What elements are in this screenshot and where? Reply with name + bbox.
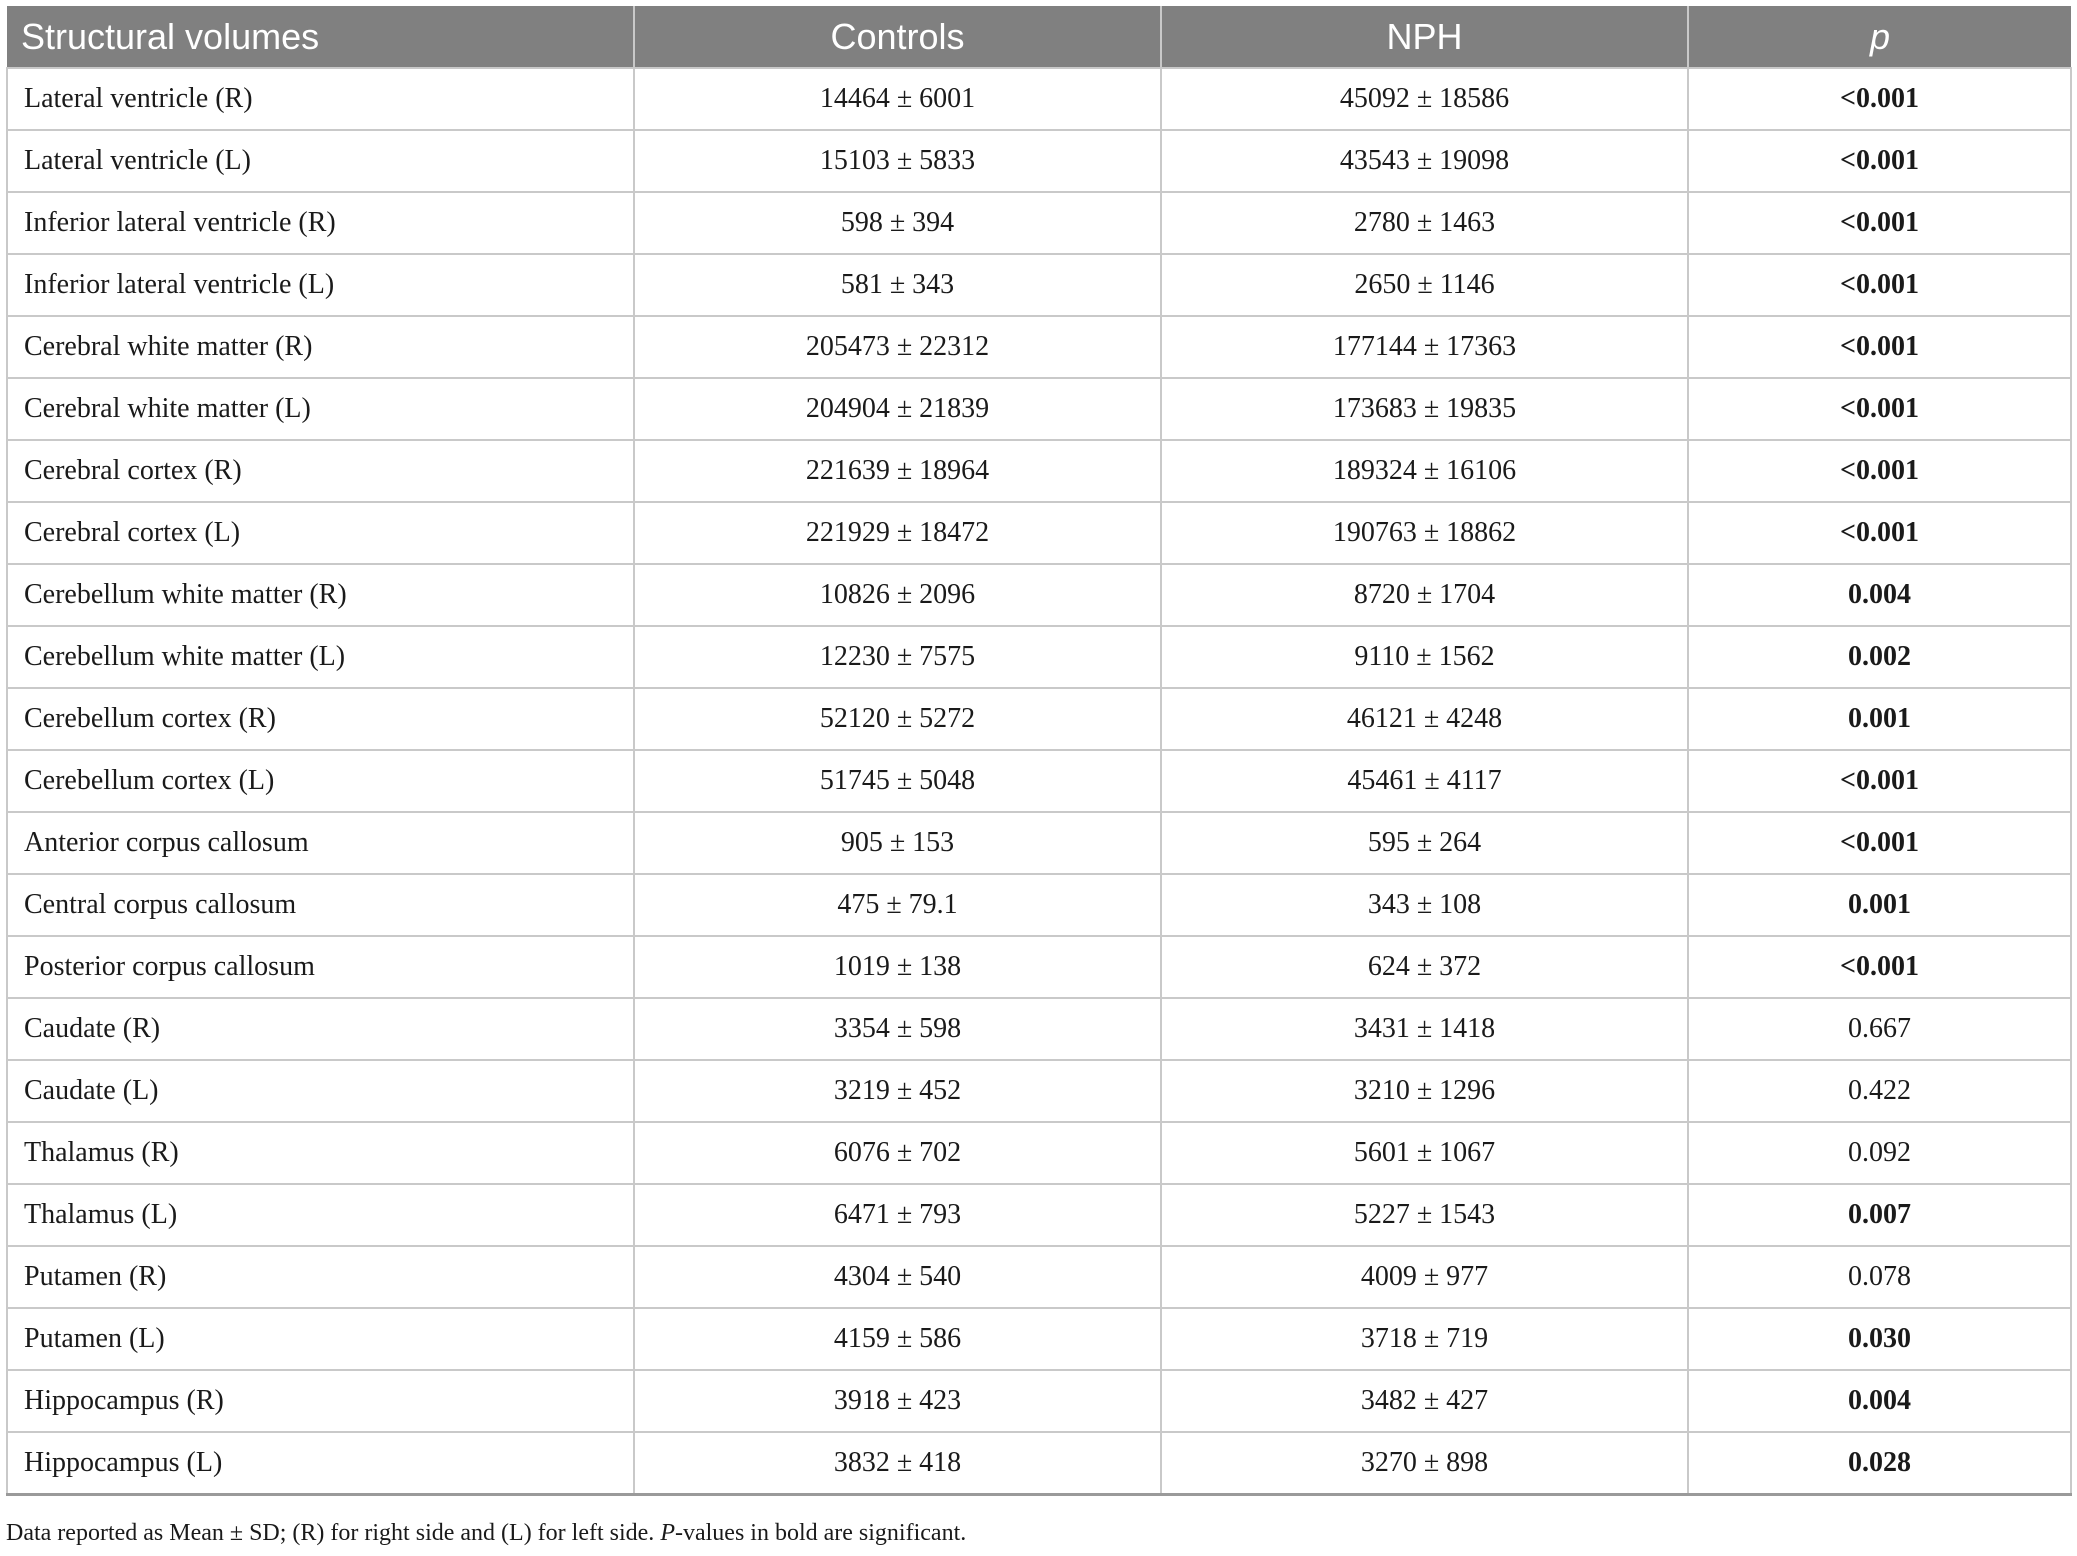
table-row [7, 378, 2071, 440]
table-row [7, 1308, 2071, 1370]
structure-name-cell: Hippocampus (L) [7, 1432, 634, 1495]
nph-value-cell: 3210 ± 1296 [1161, 1060, 1688, 1122]
structure-name-cell: Caudate (L) [7, 1060, 634, 1122]
header-controls: Controls [634, 6, 1161, 68]
table-row [7, 316, 2071, 378]
table-row [7, 68, 2071, 130]
p-value-cell: <0.001 [1688, 68, 2071, 130]
nph-value-cell: 595 ± 264 [1161, 812, 1688, 874]
p-value-cell: 0.422 [1688, 1060, 2071, 1122]
nph-value-cell: 4009 ± 977 [1161, 1246, 1688, 1308]
structure-name-cell: Cerebellum white matter (R) [7, 564, 634, 626]
nph-value-cell: 46121 ± 4248 [1161, 688, 1688, 750]
table-container [6, 6, 2070, 1496]
table-row [7, 626, 2071, 688]
p-value-cell: <0.001 [1688, 378, 2071, 440]
nph-value-cell: 624 ± 372 [1161, 936, 1688, 998]
structure-name-cell: Inferior lateral ventricle (R) [7, 192, 634, 254]
nph-value-cell: 5227 ± 1543 [1161, 1184, 1688, 1246]
structure-name-cell: Putamen (L) [7, 1308, 634, 1370]
nph-value-cell: 3431 ± 1418 [1161, 998, 1688, 1060]
controls-value-cell: 205473 ± 22312 [634, 316, 1161, 378]
table-row [7, 1370, 2071, 1432]
controls-value-cell: 52120 ± 5272 [634, 688, 1161, 750]
nph-value-cell: 177144 ± 17363 [1161, 316, 1688, 378]
table-row [7, 1246, 2071, 1308]
controls-value-cell: 3832 ± 418 [634, 1432, 1161, 1495]
controls-value-cell: 15103 ± 5833 [634, 130, 1161, 192]
nph-value-cell: 189324 ± 16106 [1161, 440, 1688, 502]
p-value-cell: <0.001 [1688, 502, 2071, 564]
nph-value-cell: 5601 ± 1067 [1161, 1122, 1688, 1184]
structure-name-cell: Central corpus callosum [7, 874, 634, 936]
table-row [7, 130, 2071, 192]
table-row [7, 812, 2071, 874]
structure-name-cell: Thalamus (L) [7, 1184, 634, 1246]
nph-value-cell: 3718 ± 719 [1161, 1308, 1688, 1370]
controls-value-cell: 475 ± 79.1 [634, 874, 1161, 936]
controls-value-cell: 598 ± 394 [634, 192, 1161, 254]
footnote-text-1: Data reported as Mean ± SD; (R) for right side and (L) for left side. [6, 1520, 661, 1546]
p-value-cell: <0.001 [1688, 130, 2071, 192]
nph-value-cell: 3270 ± 898 [1161, 1432, 1688, 1495]
p-value-cell: 0.028 [1688, 1432, 2071, 1495]
controls-value-cell: 51745 ± 5048 [634, 750, 1161, 812]
table-row [7, 688, 2071, 750]
table-row [7, 564, 2071, 626]
nph-value-cell: 3482 ± 427 [1161, 1370, 1688, 1432]
controls-value-cell: 905 ± 153 [634, 812, 1161, 874]
nph-value-cell: 190763 ± 18862 [1161, 502, 1688, 564]
table-row [7, 1432, 2071, 1495]
structure-name-cell: Posterior corpus callosum [7, 936, 634, 998]
controls-value-cell: 4159 ± 586 [634, 1308, 1161, 1370]
controls-value-cell: 12230 ± 7575 [634, 626, 1161, 688]
footnote-italic-p: P [660, 1520, 675, 1546]
header-nph: NPH [1161, 6, 1688, 68]
structure-name-cell: Cerebral cortex (R) [7, 440, 634, 502]
controls-value-cell: 4304 ± 540 [634, 1246, 1161, 1308]
p-value-cell: <0.001 [1688, 192, 2071, 254]
table-body [7, 68, 2071, 1495]
table-row [7, 440, 2071, 502]
nph-value-cell: 43543 ± 19098 [1161, 130, 1688, 192]
structure-name-cell: Inferior lateral ventricle (L) [7, 254, 634, 316]
controls-value-cell: 6076 ± 702 [634, 1122, 1161, 1184]
p-value-cell: 0.667 [1688, 998, 2071, 1060]
p-value-cell: 0.001 [1688, 688, 2071, 750]
table-row [7, 936, 2071, 998]
controls-value-cell: 204904 ± 21839 [634, 378, 1161, 440]
structure-name-cell: Cerebral cortex (L) [7, 502, 634, 564]
p-value-cell: <0.001 [1688, 440, 2071, 502]
controls-value-cell: 6471 ± 793 [634, 1184, 1161, 1246]
p-value-cell: 0.078 [1688, 1246, 2071, 1308]
p-value-cell: 0.092 [1688, 1122, 2071, 1184]
p-value-cell: <0.001 [1688, 936, 2071, 998]
footnote-text-2: -values in bold are significant. [674, 1520, 967, 1546]
controls-value-cell: 3918 ± 423 [634, 1370, 1161, 1432]
p-value-cell: 0.002 [1688, 626, 2071, 688]
p-value-cell: 0.004 [1688, 1370, 2071, 1432]
nph-value-cell: 2780 ± 1463 [1161, 192, 1688, 254]
header-p: p [1688, 6, 2071, 68]
table-row [7, 502, 2071, 564]
controls-value-cell: 10826 ± 2096 [634, 564, 1161, 626]
controls-value-cell: 14464 ± 6001 [634, 68, 1161, 130]
p-value-cell: 0.030 [1688, 1308, 2071, 1370]
structure-name-cell: Lateral ventricle (L) [7, 130, 634, 192]
table-row [7, 192, 2071, 254]
p-value-cell: 0.004 [1688, 564, 2071, 626]
header-row [7, 6, 2071, 68]
controls-value-cell: 221929 ± 18472 [634, 502, 1161, 564]
structure-name-cell: Cerebral white matter (L) [7, 378, 634, 440]
nph-value-cell: 2650 ± 1146 [1161, 254, 1688, 316]
table-row [7, 254, 2071, 316]
p-value-cell: 0.001 [1688, 874, 2071, 936]
structure-name-cell: Cerebellum white matter (L) [7, 626, 634, 688]
nph-value-cell: 173683 ± 19835 [1161, 378, 1688, 440]
p-value-cell: <0.001 [1688, 750, 2071, 812]
header-structural-volumes: Structural volumes [7, 6, 634, 68]
structure-name-cell: Anterior corpus callosum [7, 812, 634, 874]
structure-name-cell: Cerebellum cortex (R) [7, 688, 634, 750]
structure-name-cell: Caudate (R) [7, 998, 634, 1060]
controls-value-cell: 3354 ± 598 [634, 998, 1161, 1060]
structural-volumes-table [6, 6, 2072, 1496]
table-row [7, 1060, 2071, 1122]
p-value-cell: <0.001 [1688, 254, 2071, 316]
controls-value-cell: 221639 ± 18964 [634, 440, 1161, 502]
table-row [7, 998, 2071, 1060]
structure-name-cell: Lateral ventricle (R) [7, 68, 634, 130]
p-value-cell: <0.001 [1688, 316, 2071, 378]
p-value-cell: 0.007 [1688, 1184, 2071, 1246]
table-row [7, 874, 2071, 936]
table-row [7, 1184, 2071, 1246]
controls-value-cell: 3219 ± 452 [634, 1060, 1161, 1122]
nph-value-cell: 9110 ± 1562 [1161, 626, 1688, 688]
nph-value-cell: 343 ± 108 [1161, 874, 1688, 936]
nph-value-cell: 45092 ± 18586 [1161, 68, 1688, 130]
structure-name-cell: Thalamus (R) [7, 1122, 634, 1184]
table-row [7, 750, 2071, 812]
structure-name-cell: Hippocampus (R) [7, 1370, 634, 1432]
nph-value-cell: 8720 ± 1704 [1161, 564, 1688, 626]
nph-value-cell: 45461 ± 4117 [1161, 750, 1688, 812]
structure-name-cell: Putamen (R) [7, 1246, 634, 1308]
structure-name-cell: Cerebellum cortex (L) [7, 750, 634, 812]
controls-value-cell: 1019 ± 138 [634, 936, 1161, 998]
p-value-cell: <0.001 [1688, 812, 2071, 874]
structure-name-cell: Cerebral white matter (R) [7, 316, 634, 378]
table-footnote [6, 1520, 966, 1547]
controls-value-cell: 581 ± 343 [634, 254, 1161, 316]
table-row [7, 1122, 2071, 1184]
